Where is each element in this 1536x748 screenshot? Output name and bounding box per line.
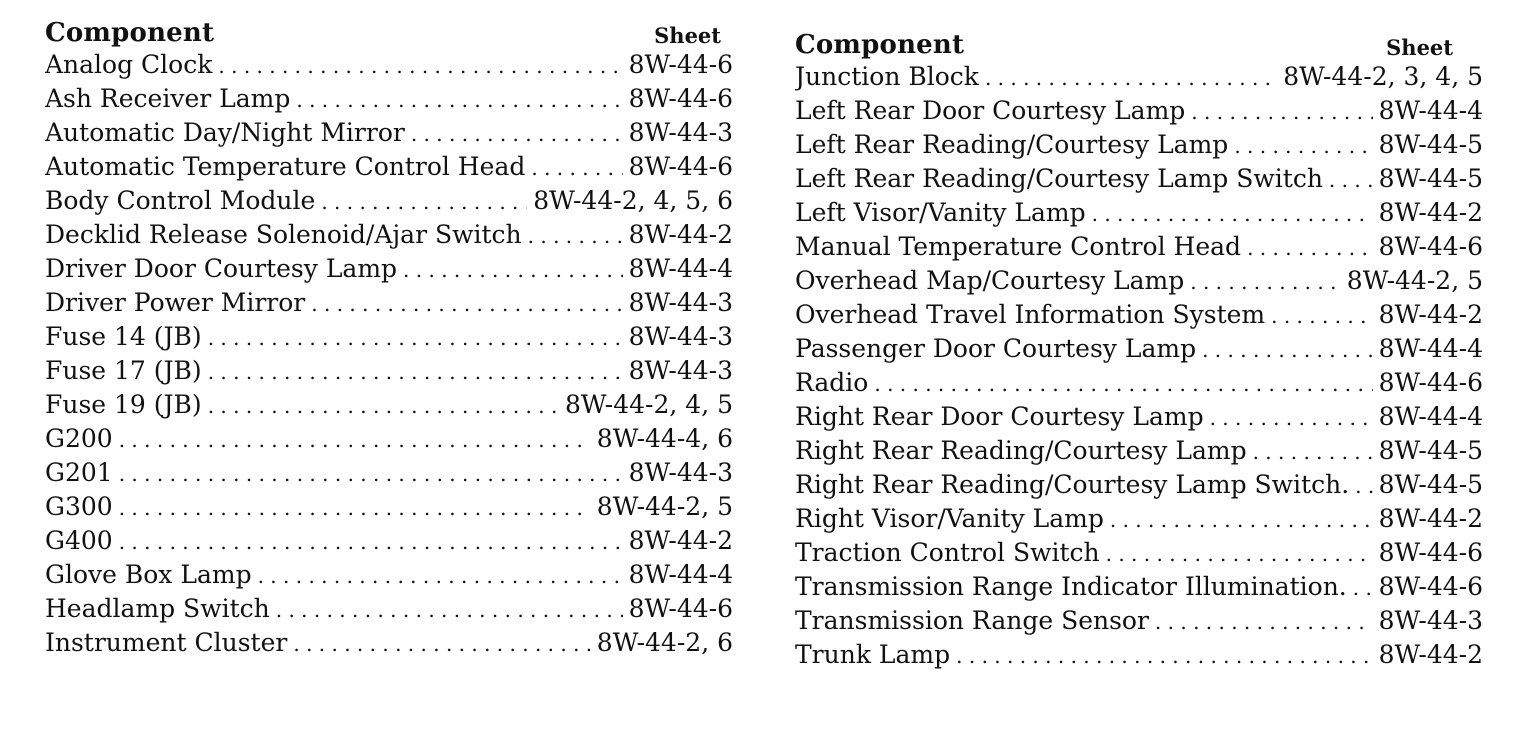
dot-leader bbox=[293, 632, 590, 656]
dot-leader bbox=[985, 66, 1277, 90]
index-entry bbox=[45, 186, 733, 220]
sheet-reference: 8W-44-6 bbox=[628, 84, 733, 113]
index-entry bbox=[795, 470, 1483, 504]
dot-leader bbox=[1190, 270, 1341, 294]
component-name: Analog Clock bbox=[45, 50, 213, 79]
index-entry bbox=[45, 84, 733, 118]
index-entry bbox=[795, 96, 1483, 130]
index-entry bbox=[795, 266, 1483, 300]
sheet-reference: 8W-44-3 bbox=[628, 322, 733, 351]
component-name: Radio bbox=[795, 368, 869, 397]
component-name: Fuse 19 (JB) bbox=[45, 390, 202, 419]
dot-leader bbox=[1247, 236, 1373, 260]
component-name: Right Rear Reading/Courtesy Lamp Switch. bbox=[795, 470, 1350, 499]
component-name: Instrument Cluster bbox=[45, 628, 288, 657]
index-entry bbox=[45, 390, 733, 424]
component-name: G300 bbox=[45, 492, 113, 521]
dot-leader bbox=[1353, 576, 1373, 600]
sheet-reference: 8W-44-3 bbox=[628, 356, 733, 385]
dot-leader bbox=[119, 462, 623, 486]
dot-leader bbox=[411, 122, 623, 146]
sheet-reference: 8W-44-3 bbox=[1378, 606, 1483, 635]
index-entry bbox=[45, 118, 733, 152]
index-entry bbox=[45, 220, 733, 254]
left-header-row bbox=[45, 18, 733, 48]
component-name: Left Rear Door Courtesy Lamp bbox=[795, 96, 1186, 125]
dot-leader bbox=[1210, 406, 1373, 430]
component-name: Decklid Release Solenoid/Ajar Switch bbox=[45, 220, 522, 249]
component-name: Left Visor/Vanity Lamp bbox=[795, 198, 1086, 227]
index-entry bbox=[795, 334, 1483, 368]
component-name: Traction Control Switch bbox=[795, 538, 1100, 567]
index-entry bbox=[45, 288, 733, 322]
index-entry bbox=[795, 402, 1483, 436]
dot-leader bbox=[1253, 440, 1373, 464]
dot-leader bbox=[276, 598, 623, 622]
dot-leader bbox=[218, 54, 622, 78]
index-entry bbox=[45, 356, 733, 390]
sheet-reference: 8W-44-2, 4, 5, 6 bbox=[533, 186, 733, 215]
component-name: Right Rear Door Courtesy Lamp bbox=[795, 402, 1204, 431]
dot-leader bbox=[296, 88, 622, 112]
index-entry bbox=[45, 254, 733, 288]
sheet-reference: 8W-44-4 bbox=[1378, 334, 1483, 363]
dot-leader bbox=[1234, 134, 1372, 158]
index-entry bbox=[795, 130, 1483, 164]
index-entry bbox=[795, 640, 1483, 674]
dot-leader bbox=[1106, 542, 1373, 566]
component-header: Component bbox=[45, 18, 215, 48]
sheet-reference: 8W-44-2 bbox=[1378, 504, 1483, 533]
dot-leader bbox=[531, 156, 622, 180]
sheet-reference: 8W-44-6 bbox=[1378, 538, 1483, 567]
dot-leader bbox=[956, 644, 1372, 668]
index-entry bbox=[795, 504, 1483, 538]
component-name: Transmission Range Sensor bbox=[795, 606, 1149, 635]
component-name: Trunk Lamp bbox=[795, 640, 951, 669]
index-entry bbox=[795, 572, 1483, 606]
index-entry bbox=[45, 492, 733, 526]
index-entry bbox=[795, 368, 1483, 402]
dot-leader bbox=[119, 428, 591, 452]
index-entry bbox=[45, 424, 733, 458]
sheet-reference: 8W-44-5 bbox=[1378, 436, 1483, 465]
component-name: Headlamp Switch bbox=[45, 594, 270, 623]
component-name: Passenger Door Courtesy Lamp bbox=[795, 334, 1197, 363]
dot-leader bbox=[258, 564, 623, 588]
component-name: Ash Receiver Lamp bbox=[45, 84, 291, 113]
left-entry-list bbox=[45, 50, 733, 662]
component-name: Glove Box Lamp bbox=[45, 560, 252, 589]
sheet-header: Sheet bbox=[654, 23, 721, 48]
sheet-reference: 8W-44-4 bbox=[1378, 402, 1483, 431]
sheet-reference: 8W-44-2, 4, 5 bbox=[565, 390, 733, 419]
sheet-reference: 8W-44-2 bbox=[628, 220, 733, 249]
sheet-reference: 8W-44-2, 3, 4, 5 bbox=[1283, 62, 1483, 91]
component-name: Overhead Map/Courtesy Lamp bbox=[795, 266, 1185, 295]
sheet-reference: 8W-44-3 bbox=[628, 118, 733, 147]
dot-leader bbox=[119, 496, 591, 520]
component-name: Body Control Module bbox=[45, 186, 316, 215]
sheet-reference: 8W-44-3 bbox=[628, 288, 733, 317]
component-name: Manual Temperature Control Head bbox=[795, 232, 1242, 261]
sheet-reference: 8W-44-6 bbox=[1378, 368, 1483, 397]
index-entry bbox=[795, 606, 1483, 640]
dot-leader bbox=[311, 292, 622, 316]
component-name: Junction Block bbox=[795, 62, 979, 91]
dot-leader bbox=[1329, 168, 1373, 192]
component-name: Driver Door Courtesy Lamp bbox=[45, 254, 398, 283]
sheet-reference: 8W-44-2 bbox=[1378, 198, 1483, 227]
sheet-reference: 8W-44-2, 5 bbox=[596, 492, 733, 521]
dot-leader bbox=[1202, 338, 1373, 362]
component-name: G200 bbox=[45, 424, 113, 453]
sheet-reference: 8W-44-6 bbox=[1378, 572, 1483, 601]
dot-leader bbox=[1110, 508, 1373, 532]
dot-leader bbox=[528, 224, 623, 248]
dot-leader bbox=[208, 326, 623, 350]
sheet-reference: 8W-44-4 bbox=[1378, 96, 1483, 125]
sheet-reference: 8W-44-2, 5 bbox=[1346, 266, 1483, 295]
sheet-reference: 8W-44-4, 6 bbox=[596, 424, 733, 453]
dot-leader bbox=[1092, 202, 1373, 226]
index-entry bbox=[795, 232, 1483, 266]
left-column bbox=[45, 18, 733, 662]
component-name: Automatic Temperature Control Head bbox=[45, 152, 526, 181]
sheet-reference: 8W-44-3 bbox=[628, 458, 733, 487]
sheet-header: Sheet bbox=[1386, 35, 1453, 60]
component-name: Left Rear Reading/Courtesy Lamp Switch bbox=[795, 164, 1323, 193]
component-name: Automatic Day/Night Mirror bbox=[45, 118, 405, 147]
dot-leader bbox=[874, 372, 1372, 396]
index-entry bbox=[45, 628, 733, 662]
dot-leader bbox=[208, 360, 623, 384]
dot-leader bbox=[1155, 610, 1373, 634]
component-name: Left Rear Reading/Courtesy Lamp bbox=[795, 130, 1229, 159]
component-name: Right Rear Reading/Courtesy Lamp bbox=[795, 436, 1247, 465]
index-entry bbox=[45, 152, 733, 186]
dot-leader bbox=[119, 530, 623, 554]
index-entry bbox=[795, 164, 1483, 198]
sheet-reference: 8W-44-5 bbox=[1378, 130, 1483, 159]
sheet-reference: 8W-44-2 bbox=[1378, 640, 1483, 669]
component-name: Fuse 17 (JB) bbox=[45, 356, 202, 385]
index-entry bbox=[45, 594, 733, 628]
index-entry bbox=[795, 436, 1483, 470]
sheet-reference: 8W-44-6 bbox=[628, 50, 733, 79]
right-header-row bbox=[795, 30, 1483, 60]
index-entry bbox=[45, 458, 733, 492]
sheet-reference: 8W-44-6 bbox=[628, 152, 733, 181]
dot-leader bbox=[1355, 474, 1372, 498]
index-entry bbox=[795, 198, 1483, 232]
sheet-reference: 8W-44-5 bbox=[1378, 164, 1483, 193]
sheet-reference: 8W-44-4 bbox=[628, 560, 733, 589]
sheet-reference: 8W-44-4 bbox=[628, 254, 733, 283]
component-header: Component bbox=[795, 30, 965, 60]
index-entry bbox=[45, 322, 733, 356]
index-entry bbox=[795, 300, 1483, 334]
sheet-reference: 8W-44-2, 6 bbox=[596, 628, 733, 657]
dot-leader bbox=[321, 190, 527, 214]
right-column bbox=[795, 30, 1483, 674]
component-name: Transmission Range Indicator Illumination. bbox=[795, 572, 1347, 601]
sheet-reference: 8W-44-2 bbox=[1378, 300, 1483, 329]
index-entry bbox=[45, 560, 733, 594]
sheet-reference: 8W-44-6 bbox=[1378, 232, 1483, 261]
right-entry-list bbox=[795, 62, 1483, 674]
index-entry bbox=[795, 538, 1483, 572]
component-name: G201 bbox=[45, 458, 113, 487]
index-entry bbox=[45, 526, 733, 560]
component-name: Right Visor/Vanity Lamp bbox=[795, 504, 1104, 533]
dot-leader bbox=[1191, 100, 1372, 124]
sheet-reference: 8W-44-6 bbox=[628, 594, 733, 623]
sheet-reference: 8W-44-5 bbox=[1378, 470, 1483, 499]
dot-leader bbox=[208, 394, 559, 418]
component-name: Fuse 14 (JB) bbox=[45, 322, 202, 351]
component-name: Driver Power Mirror bbox=[45, 288, 306, 317]
component-name: G400 bbox=[45, 526, 113, 555]
component-name: Overhead Travel Information System bbox=[795, 300, 1266, 329]
dot-leader bbox=[1271, 304, 1372, 328]
sheet-reference: 8W-44-2 bbox=[628, 526, 733, 555]
dot-leader bbox=[403, 258, 623, 282]
index-entry bbox=[45, 50, 733, 84]
index-entry bbox=[795, 62, 1483, 96]
